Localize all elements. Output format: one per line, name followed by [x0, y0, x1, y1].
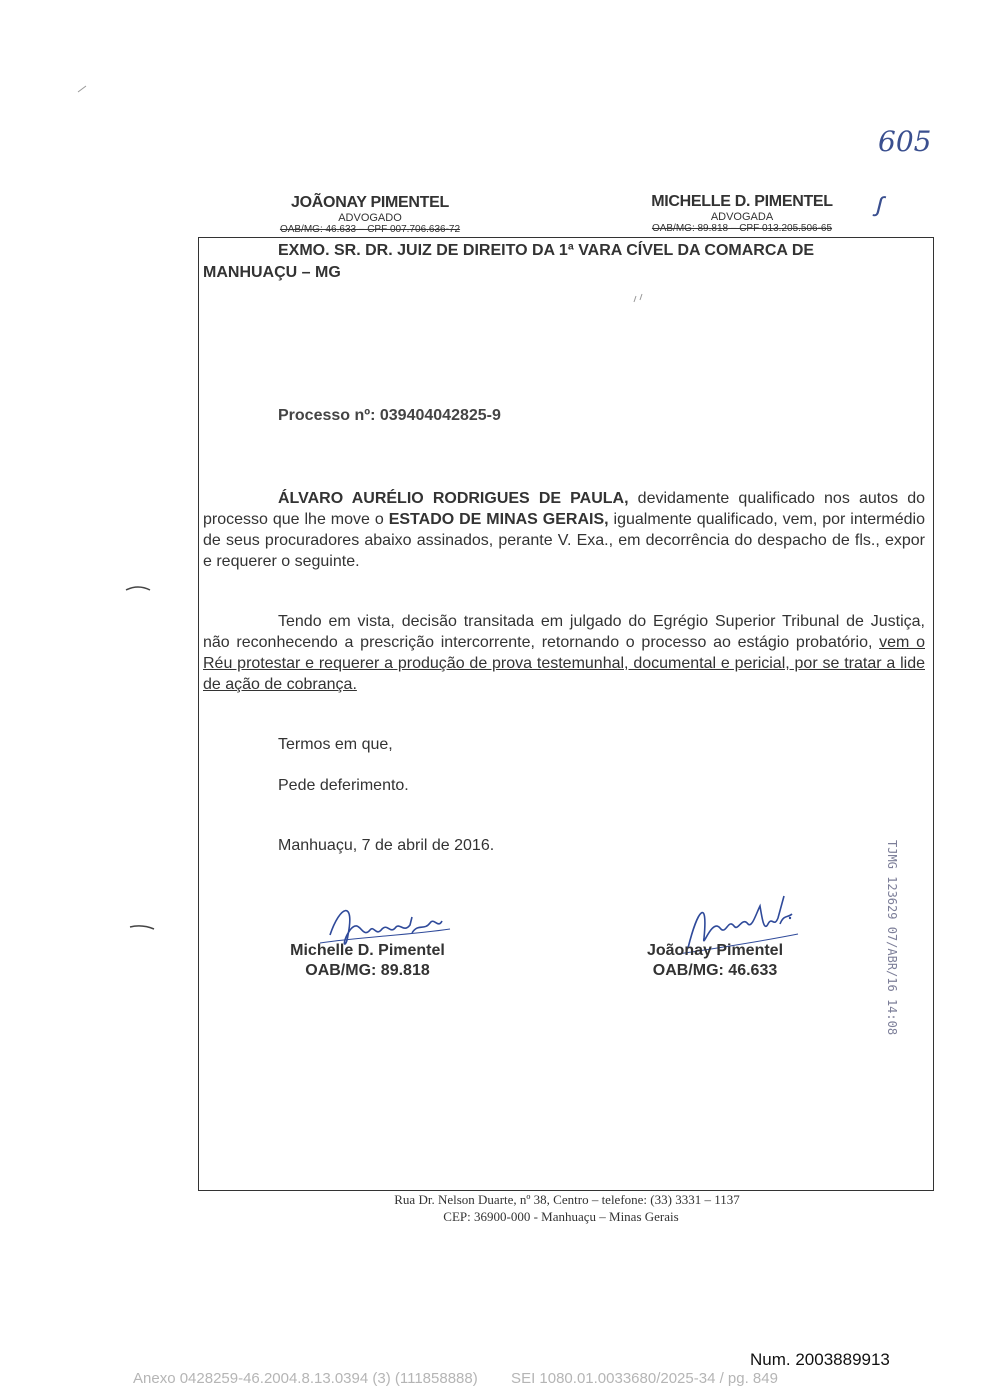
para1-text-1: devidamente qualificado nos autos do processo que lhe move o — [203, 490, 926, 528]
closing-line-1: Termos em que, — [278, 736, 393, 753]
footer-address-line-1: Rua Dr. Nelson Duarte, nº 38, Centro – telefone: (33) 3331 – 1137 — [394, 1192, 740, 1207]
signature-name-michelle: Michelle D. Pimentel — [290, 942, 445, 959]
paragraph-1 — [203, 488, 925, 572]
para1-text-2: igualmente qualificado, vem, por intermédio de seus procuradores abaixo assinados, perante V. Exa., em decorrência do despacho de fls., expor e requerer o seguinte. — [203, 511, 926, 570]
protocol-stamp: TJMG 123629 07/ABR/16 14:08 — [885, 840, 899, 1036]
letterhead-right — [602, 193, 882, 234]
opponent-name: ESTADO DE MINAS GERAIS, — [388, 511, 609, 528]
lawyer-name: MICHELLE D. PIMENTEL — [651, 193, 833, 210]
letterhead-left — [230, 194, 510, 235]
paragraph-2 — [203, 611, 925, 695]
lawyer-role: ADVOGADO — [338, 212, 402, 224]
lawyer-oab: OAB/MG: 46.633 – CPF 007.706.636-72 — [279, 224, 461, 235]
signature-name-joaonay: Joãonay Pimentel — [646, 942, 784, 959]
document-frame — [198, 237, 934, 1191]
footer-address-line-2: CEP: 36900-000 - Manhuaçu – Minas Gerais — [443, 1209, 679, 1224]
signature-oab-joaonay: OAB/MG: 46.633 — [652, 962, 778, 979]
document-number: Num. 2003889913 — [750, 1350, 890, 1369]
party-name: ÁLVARO AURÉLIO RODRIGUES DE PAULA, — [278, 490, 629, 507]
annex-reference: Anexo 0428259-46.2004.8.13.0394 (3) (111858888) SEI 1080.01.0033680/2025-34 / pg. 849 — [133, 1370, 778, 1387]
signature-oab-michelle: OAB/MG: 89.818 — [305, 962, 430, 979]
addressee-line-2: MANHUAÇU – MG — [203, 264, 341, 281]
addressee-line-1: EXMO. SR. DR. JUIZ DE DIREITO DA 1ª VARA CÍVEL DA COMARCA DE — [278, 242, 815, 259]
lawyer-oab: OAB/MG: 89.818 – CPF 013.205.506-65 — [651, 223, 833, 234]
para2-underlined: vem o Réu protestar e requerer a produção de prova testemunhal, documental e pericial, por se tratar a lide de ação de cobrança. — [203, 634, 925, 693]
para2-text: Tendo em vista, decisão transitada em julgado do Egrégio Superior Tribunal de Justiça, não reconhecendo a prescrição intercorrente, retornando o processo ao estágio probatório, — [203, 613, 925, 651]
handwritten-page-number: 605 — [878, 125, 932, 158]
lawyer-name: JOÃONAY PIMENTEL — [291, 194, 449, 211]
lawyer-role: ADVOGADA — [710, 211, 774, 223]
handwritten-mark: ꭍ — [872, 193, 882, 223]
place-date: Manhuaçu, 7 de abril de 2016. — [278, 837, 495, 854]
closing-line-2: Pede deferimento. — [278, 777, 409, 794]
process-number: Processo nº: 039404042825-9 — [278, 407, 501, 424]
